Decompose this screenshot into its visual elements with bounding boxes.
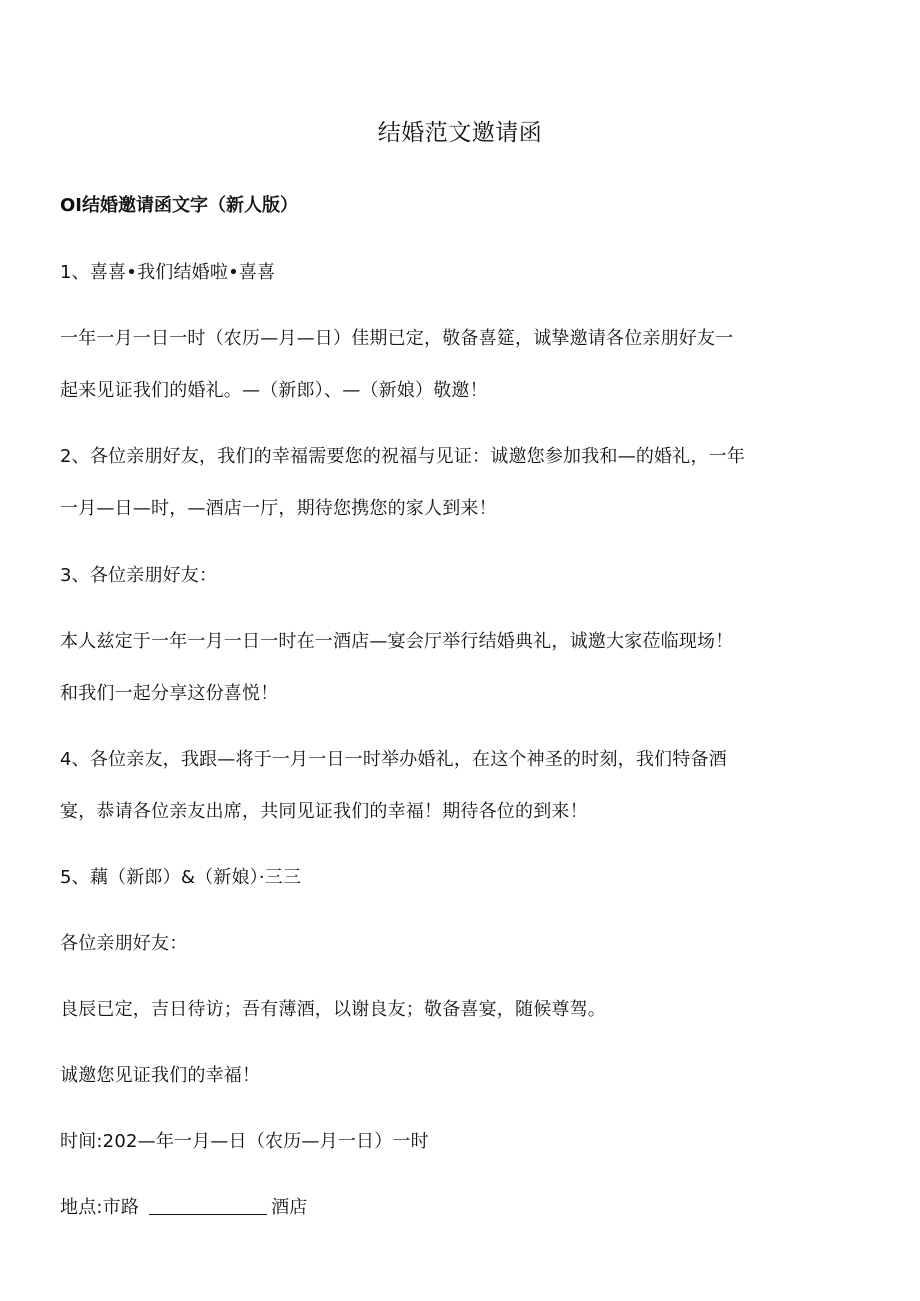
item-2-line-2: 一月—日—时，—酒店一厅，期待您携您的家人到来！	[60, 498, 497, 519]
event-location	[60, 1193, 307, 1219]
document-title: 结婚范文邀请函	[377, 120, 543, 146]
item-1-body-line-2: 起来见证我们的婚礼。—（新郎）、—（新娘）敬邀！	[60, 380, 488, 401]
section-heading: OI结婚邀请函文字（新人版）	[60, 195, 298, 216]
item-2-line-1: 2、各位亲朋好友，我们的幸福需要您的祝福与见证：诚邀您参加我和—的婚礼，一年	[60, 446, 746, 467]
location-suffix: 酒店	[271, 1197, 308, 1218]
location-prefix: 地点:市路	[60, 1197, 140, 1218]
item-5-greeting: 各位亲朋好友：	[60, 933, 188, 954]
item-3-title: 3、各位亲朋好友：	[60, 565, 218, 586]
item-3-body-line-1: 本人兹定于一年一月一日一时在一酒店—宴会厅举行结婚典礼，诚邀大家莅临现场！	[60, 631, 734, 652]
item-5-body: 良辰已定，吉日待访；吾有薄酒，以谢良友；敬备喜宴，随候尊驾。	[60, 999, 606, 1020]
location-blank-line	[149, 1196, 267, 1215]
event-time: 时间:202—年一月—日（农历—月一日）一时	[60, 1131, 429, 1152]
item-3-body-line-2: 和我们一起分享这份喜悦！	[60, 683, 279, 704]
item-1-body-line-1: 一年一月一日一时（农历—月—日）佳期已定，敬备喜筵，诚挚邀请各位亲朋好友一	[60, 328, 734, 349]
item-4-line-2: 宴，恭请各位亲友出席，共同见证我们的幸福！期待各位的到来！	[60, 801, 588, 822]
item-5-invitation: 诚邀您见证我们的幸福！	[60, 1065, 261, 1086]
item-4-line-1: 4、各位亲友，我跟—将于一月一日一时举办婚礼，在这个神圣的时刻，我们特备酒	[60, 749, 727, 770]
item-5-title: 5、藕（新郎）&（新娘）·三三	[60, 867, 302, 888]
item-1-title: 1、喜喜•我们结婚啦•喜喜	[60, 262, 276, 283]
